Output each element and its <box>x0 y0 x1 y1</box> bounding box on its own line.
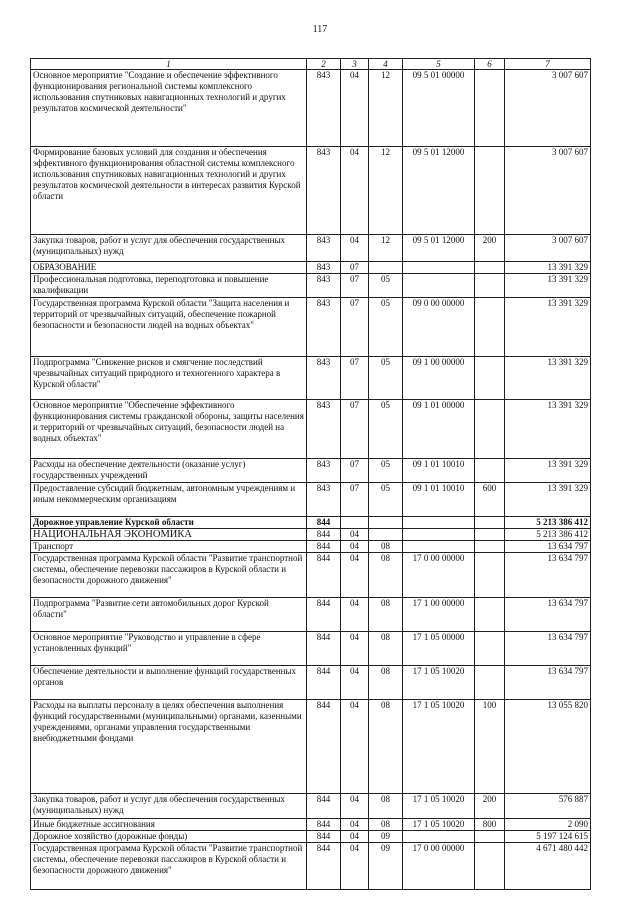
row-name: Основное мероприятие "Руководство и управление в сфере установленных функций" <box>31 632 307 666</box>
table-row <box>31 794 591 819</box>
row-section: 04 <box>341 831 369 843</box>
row-admin-code: 843 <box>307 400 341 459</box>
table-row <box>31 553 591 598</box>
row-target-article: 17 1 05 10020 <box>403 794 475 819</box>
row-target-article: 17 1 05 10020 <box>403 700 475 794</box>
row-name: Расходы на обеспечение деятельности (оказание услуг) государственных учреждений <box>31 459 307 483</box>
row-expense-type <box>475 147 505 235</box>
col-header-4: 4 <box>369 59 403 70</box>
row-admin-code: 843 <box>307 274 341 298</box>
row-subsection: 08 <box>369 598 403 632</box>
row-section: 04 <box>341 794 369 819</box>
row-section: 04 <box>341 70 369 147</box>
row-admin-code: 843 <box>307 70 341 147</box>
row-section: 04 <box>341 147 369 235</box>
row-name: Государственная программа Курской области "Защита населения и территорий от чрезвычайных ситуаций, обеспечение пожарной безопасности и безопасности людей на водных объектах" <box>31 298 307 357</box>
row-section: 04 <box>341 235 369 262</box>
row-amount: 13 391 329 <box>505 459 591 483</box>
row-admin-code: 843 <box>307 235 341 262</box>
table-row <box>31 529 591 541</box>
page-number: 117 <box>312 24 328 35</box>
row-expense-type <box>475 357 505 400</box>
table-row <box>31 459 591 483</box>
table-row <box>31 666 591 700</box>
row-subsection: 05 <box>369 459 403 483</box>
row-expense-type <box>475 831 505 843</box>
row-target-article: 17 0 00 00000 <box>403 553 475 598</box>
row-admin-code: 844 <box>307 632 341 666</box>
row-name: Формирование базовых условий для создания и обеспечения эффективного функционирования областной системы комплексного использования спутниковых навигационных технологий и других результатов космической деятельности в интересах развития Курской области <box>31 147 307 235</box>
row-target-article <box>403 831 475 843</box>
row-target-article <box>403 262 475 274</box>
table-row <box>31 819 591 831</box>
row-admin-code: 843 <box>307 483 341 517</box>
row-section: 04 <box>341 819 369 831</box>
row-name: Государственная программа Курской области "Развитие транспортной системы, обеспечение перевозки пассажиров в Курской области и безопасности дорожного движения" <box>31 553 307 598</box>
row-section: 04 <box>341 529 369 541</box>
row-expense-type <box>475 70 505 147</box>
row-amount: 13 634 797 <box>505 553 591 598</box>
row-subsection: 09 <box>369 843 403 890</box>
row-subsection: 12 <box>369 147 403 235</box>
row-section: 04 <box>341 598 369 632</box>
col-header-2: 2 <box>307 59 341 70</box>
row-subsection: 05 <box>369 483 403 517</box>
row-amount: 5 197 124 615 <box>505 831 591 843</box>
row-section <box>341 517 369 529</box>
row-target-article <box>403 541 475 553</box>
row-section: 04 <box>341 632 369 666</box>
row-target-article: 09 1 01 10010 <box>403 459 475 483</box>
row-subsection <box>369 262 403 274</box>
row-amount: 3 007 607 <box>505 147 591 235</box>
row-name: Расходы на выплаты персоналу в целях обеспечения выполнения функций государственными (муниципальными) органами, казенными учреждениями, органами управления государственными внебюджетными фондами <box>31 700 307 794</box>
row-amount: 13 391 329 <box>505 274 591 298</box>
row-section: 04 <box>341 553 369 598</box>
row-admin-code: 844 <box>307 700 341 794</box>
row-name: Профессиональная подготовка, переподготовка и повышение квалификации <box>31 274 307 298</box>
row-amount: 5 213 386 412 <box>505 517 591 529</box>
table-row <box>31 274 591 298</box>
row-admin-code: 844 <box>307 541 341 553</box>
row-expense-type <box>475 459 505 483</box>
row-amount: 13 634 797 <box>505 666 591 700</box>
row-subsection: 08 <box>369 666 403 700</box>
table-row <box>31 831 591 843</box>
row-subsection: 08 <box>369 700 403 794</box>
row-name: Государственная программа Курской области "Развитие транспортной системы, обеспечение перевозки пассажиров в Курской области и безопасности дорожного движения" <box>31 843 307 890</box>
row-section: 04 <box>341 843 369 890</box>
row-subsection: 08 <box>369 541 403 553</box>
row-amount: 13 391 329 <box>505 262 591 274</box>
row-amount: 4 671 480 442 <box>505 843 591 890</box>
row-admin-code: 843 <box>307 357 341 400</box>
row-target-article: 17 0 00 00000 <box>403 843 475 890</box>
col-header-3: 3 <box>341 59 369 70</box>
table-row <box>31 517 591 529</box>
table-row <box>31 262 591 274</box>
row-section: 07 <box>341 298 369 357</box>
row-target-article: 09 5 01 00000 <box>403 70 475 147</box>
row-amount: 576 887 <box>505 794 591 819</box>
row-name: Закупка товаров, работ и услуг для обеспечения государственных (муниципальных) нужд <box>31 235 307 262</box>
table-row <box>31 298 591 357</box>
row-name: НАЦИОНАЛЬНАЯ ЭКОНОМИКА <box>31 529 307 541</box>
col-header-7: 7 <box>505 59 591 70</box>
row-subsection: 08 <box>369 819 403 831</box>
row-expense-type <box>475 529 505 541</box>
table-row <box>31 843 591 890</box>
col-header-6: 6 <box>475 59 505 70</box>
row-section: 04 <box>341 541 369 553</box>
row-name: Предоставление субсидий бюджетным, автономным учреждениям и иным некоммерческим организациям <box>31 483 307 517</box>
table-row <box>31 357 591 400</box>
row-expense-type <box>475 598 505 632</box>
row-name: Иные бюджетные ассигнования <box>31 819 307 831</box>
row-admin-code: 844 <box>307 598 341 632</box>
table-row <box>31 632 591 666</box>
row-amount: 5 213 386 412 <box>505 529 591 541</box>
row-target-article: 09 1 00 00000 <box>403 357 475 400</box>
row-subsection: 09 <box>369 831 403 843</box>
row-name: ОБРАЗОВАНИЕ <box>31 262 307 274</box>
row-expense-type: 100 <box>475 700 505 794</box>
row-target-article: 09 5 01 12000 <box>403 235 475 262</box>
row-subsection: 05 <box>369 274 403 298</box>
row-section: 07 <box>341 483 369 517</box>
row-name: Обеспечение деятельности и выполнение функций государственных органов <box>31 666 307 700</box>
row-subsection: 05 <box>369 298 403 357</box>
row-name: Основное мероприятие "Обеспечение эффективного функционирования системы гражданской обороны, защиты населения и территорий от чрезвычайных ситуаций, безопасности людей на водных объектах" <box>31 400 307 459</box>
row-expense-type <box>475 400 505 459</box>
row-section: 07 <box>341 459 369 483</box>
row-expense-type <box>475 632 505 666</box>
row-amount: 13 634 797 <box>505 632 591 666</box>
row-amount: 2 090 <box>505 819 591 831</box>
row-section: 07 <box>341 400 369 459</box>
row-subsection <box>369 529 403 541</box>
row-target-article: 09 1 01 10010 <box>403 483 475 517</box>
row-subsection: 12 <box>369 70 403 147</box>
row-subsection: 05 <box>369 357 403 400</box>
row-target-article: 17 1 05 10020 <box>403 819 475 831</box>
table-row <box>31 147 591 235</box>
row-admin-code: 844 <box>307 666 341 700</box>
row-target-article: 17 1 00 00000 <box>403 598 475 632</box>
row-amount: 13 391 329 <box>505 400 591 459</box>
row-name: Подпрограмма "Развитие сети автомобильных дорог Курской области" <box>31 598 307 632</box>
budget-table <box>30 58 591 890</box>
table-row <box>31 400 591 459</box>
table-row <box>31 598 591 632</box>
row-admin-code: 843 <box>307 298 341 357</box>
row-expense-type <box>475 262 505 274</box>
row-expense-type <box>475 843 505 890</box>
row-expense-type <box>475 274 505 298</box>
row-target-article: 09 5 01 12000 <box>403 147 475 235</box>
row-admin-code: 844 <box>307 819 341 831</box>
row-name: Подпрограмма "Снижение рисков и смягчение последствий чрезвычайных ситуаций природного и техногенного характера в Курской области" <box>31 357 307 400</box>
row-target-article: 17 1 05 00000 <box>403 632 475 666</box>
row-expense-type <box>475 553 505 598</box>
row-expense-type: 600 <box>475 483 505 517</box>
row-expense-type <box>475 298 505 357</box>
row-section: 07 <box>341 262 369 274</box>
col-header-1: 1 <box>31 59 307 70</box>
row-amount: 3 007 607 <box>505 235 591 262</box>
row-expense-type <box>475 541 505 553</box>
row-name: Закупка товаров, работ и услуг для обеспечения государственных (муниципальных) нужд <box>31 794 307 819</box>
row-admin-code: 844 <box>307 517 341 529</box>
row-amount: 3 007 607 <box>505 70 591 147</box>
row-admin-code: 843 <box>307 262 341 274</box>
row-target-article: 09 0 00 00000 <box>403 298 475 357</box>
table-row <box>31 483 591 517</box>
row-admin-code: 844 <box>307 831 341 843</box>
col-header-5: 5 <box>403 59 475 70</box>
row-subsection: 12 <box>369 235 403 262</box>
header-row <box>31 59 591 70</box>
row-admin-code: 844 <box>307 553 341 598</box>
row-admin-code: 843 <box>307 459 341 483</box>
table-row <box>31 235 591 262</box>
row-expense-type: 200 <box>475 794 505 819</box>
row-section: 07 <box>341 357 369 400</box>
row-target-article <box>403 529 475 541</box>
row-amount: 13 055 820 <box>505 700 591 794</box>
row-admin-code: 844 <box>307 843 341 890</box>
row-subsection: 08 <box>369 794 403 819</box>
table-row <box>31 70 591 147</box>
row-admin-code: 844 <box>307 794 341 819</box>
row-name: Транспорт <box>31 541 307 553</box>
row-amount: 13 634 797 <box>505 598 591 632</box>
row-section: 04 <box>341 666 369 700</box>
row-amount: 13 634 797 <box>505 541 591 553</box>
row-expense-type <box>475 517 505 529</box>
row-expense-type <box>475 666 505 700</box>
row-subsection: 08 <box>369 553 403 598</box>
row-amount: 13 391 329 <box>505 298 591 357</box>
row-target-article: 17 1 05 10020 <box>403 666 475 700</box>
row-name: Дорожное хозяйство (дорожные фонды) <box>31 831 307 843</box>
row-subsection: 05 <box>369 400 403 459</box>
row-target-article <box>403 517 475 529</box>
row-amount: 13 391 329 <box>505 483 591 517</box>
row-section: 04 <box>341 700 369 794</box>
row-name: Дорожное управление Курской области <box>31 517 307 529</box>
row-subsection <box>369 517 403 529</box>
table-row <box>31 700 591 794</box>
table-row <box>31 541 591 553</box>
row-target-article <box>403 274 475 298</box>
row-target-article: 09 1 01 00000 <box>403 400 475 459</box>
row-amount: 13 391 329 <box>505 357 591 400</box>
row-admin-code: 844 <box>307 529 341 541</box>
row-expense-type: 800 <box>475 819 505 831</box>
row-subsection: 08 <box>369 632 403 666</box>
row-expense-type: 200 <box>475 235 505 262</box>
row-name: Основное мероприятие "Создание и обеспечение эффективного функционирования региональной системы комплексного использования спутниковых навигационных технологий и других результатов космической деятельности" <box>31 70 307 147</box>
row-admin-code: 843 <box>307 147 341 235</box>
row-section: 07 <box>341 274 369 298</box>
